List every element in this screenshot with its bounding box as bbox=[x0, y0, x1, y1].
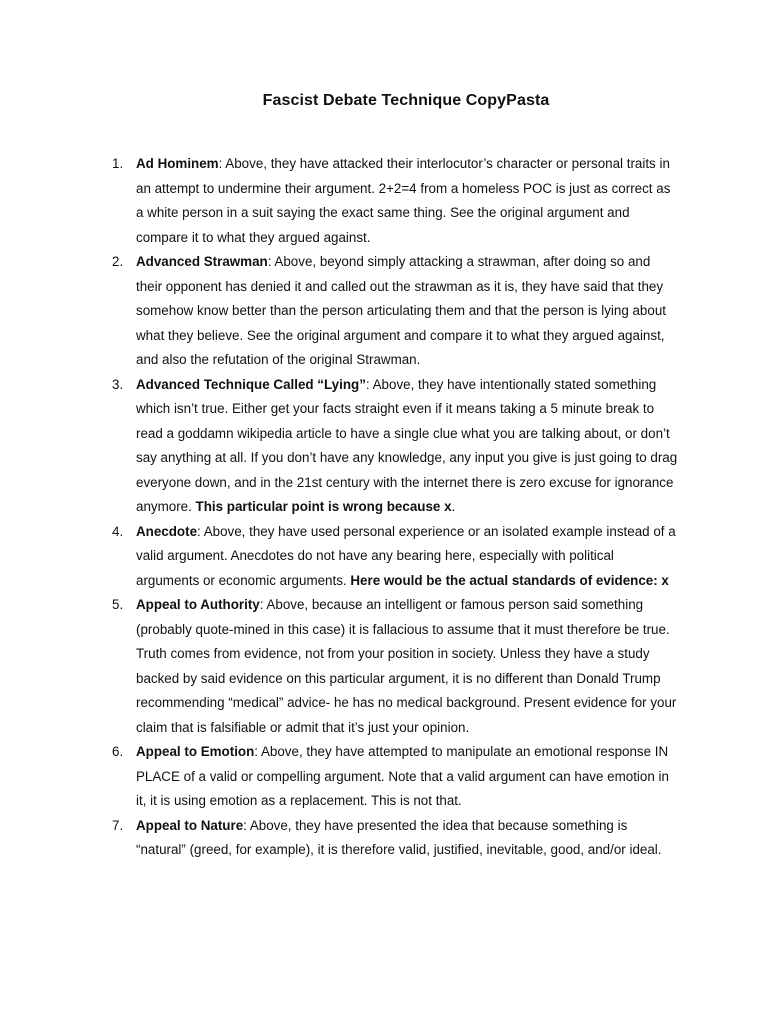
item-term: Ad Hominem bbox=[136, 156, 219, 171]
document-title: Fascist Debate Technique CopyPasta bbox=[262, 92, 550, 109]
item-text: : Above, they have intentionally stated something which isn’t true. Either get your facts straight even if it means taking a 5 minute break to read a goddamn wikipedia article to have a single clue what you are talking about, or don’t say anything at all. If you don’t have any knowledge, any input you give is just going to drag everyone down, and in the 21st century with the internet there is zero excuse for ignorance anymore. bbox=[136, 376, 678, 514]
item-text: : Above, they have presented the idea that because something is “natural” (greed, for example), it is therefore valid, justified, inevitable, good, and/or ideal. bbox=[136, 817, 662, 857]
list-item bbox=[108, 250, 680, 373]
item-number: 3. bbox=[112, 376, 124, 392]
item-term: Appeal to Authority bbox=[136, 597, 260, 612]
item-tail: . bbox=[451, 499, 456, 514]
list-item bbox=[108, 373, 680, 520]
item-term: Anecdote bbox=[136, 523, 198, 539]
item-term: Advanced Technique Called “Lying” bbox=[136, 376, 366, 392]
item-text: : Above, they have used personal experience or an isolated example instead of a valid argument. Anecdotes do not have any bearing here, especially with political arguments or economic arguments. bbox=[136, 523, 676, 588]
item-text: : Above, they have attempted to manipulate an emotional response IN PLACE of a valid or compelling argument. Note that a valid argument can have emotion in it, it is using emotion as a replacement. This is not that. bbox=[136, 744, 669, 808]
item-term: Appeal to Emotion bbox=[136, 744, 255, 759]
item-number: 7. bbox=[112, 817, 124, 833]
item-number: 4. bbox=[112, 523, 124, 539]
item-number: 2. bbox=[112, 254, 124, 269]
item-text: : Above, they have attacked their interlocutor’s character or personal traits in an attempt to undermine their argument. 2+2=4 from a homeless POC is just as correct as a white person in a suit saying the exact same thing. See the original argument and compare it to what they argued against. bbox=[136, 156, 671, 245]
item-term: Appeal to Nature bbox=[136, 817, 244, 833]
item-text: : Above, because an intelligent or famous person said something (probably quote-mined in this case) it is fallacious to assume that it must therefore be true. Truth comes from evidence, not from your position in society. Unless they have a study backed by said evidence on this particular argument, it is no different than Donald Trump recommending “medical” advice- he has no medical background. Present evidence for your claim that is falsifiable or admit that it’s just your opinion. bbox=[136, 597, 677, 735]
fallacy-list bbox=[108, 152, 680, 863]
item-number: 6. bbox=[112, 744, 124, 759]
item-number: 1. bbox=[112, 156, 124, 171]
list-item bbox=[108, 152, 680, 250]
list-item bbox=[108, 593, 680, 740]
list-item bbox=[108, 520, 680, 594]
item-emphasis: Here would be the actual standards of evidence: x bbox=[350, 572, 669, 588]
list-item bbox=[108, 740, 680, 814]
item-text: : Above, beyond simply attacking a strawman, after doing so and their opponent has denied it and called out the strawman as it is, they have said that they somehow know better than the person articulating them and that the person is lying about what they believe. See the original argument and compare it to what they argued against, and also the refutation of the original Strawman. bbox=[136, 254, 666, 367]
item-term: Advanced Strawman bbox=[136, 254, 268, 269]
list-item bbox=[108, 814, 680, 863]
item-number: 5. bbox=[112, 597, 124, 612]
item-emphasis: This particular point is wrong because x bbox=[195, 499, 452, 514]
